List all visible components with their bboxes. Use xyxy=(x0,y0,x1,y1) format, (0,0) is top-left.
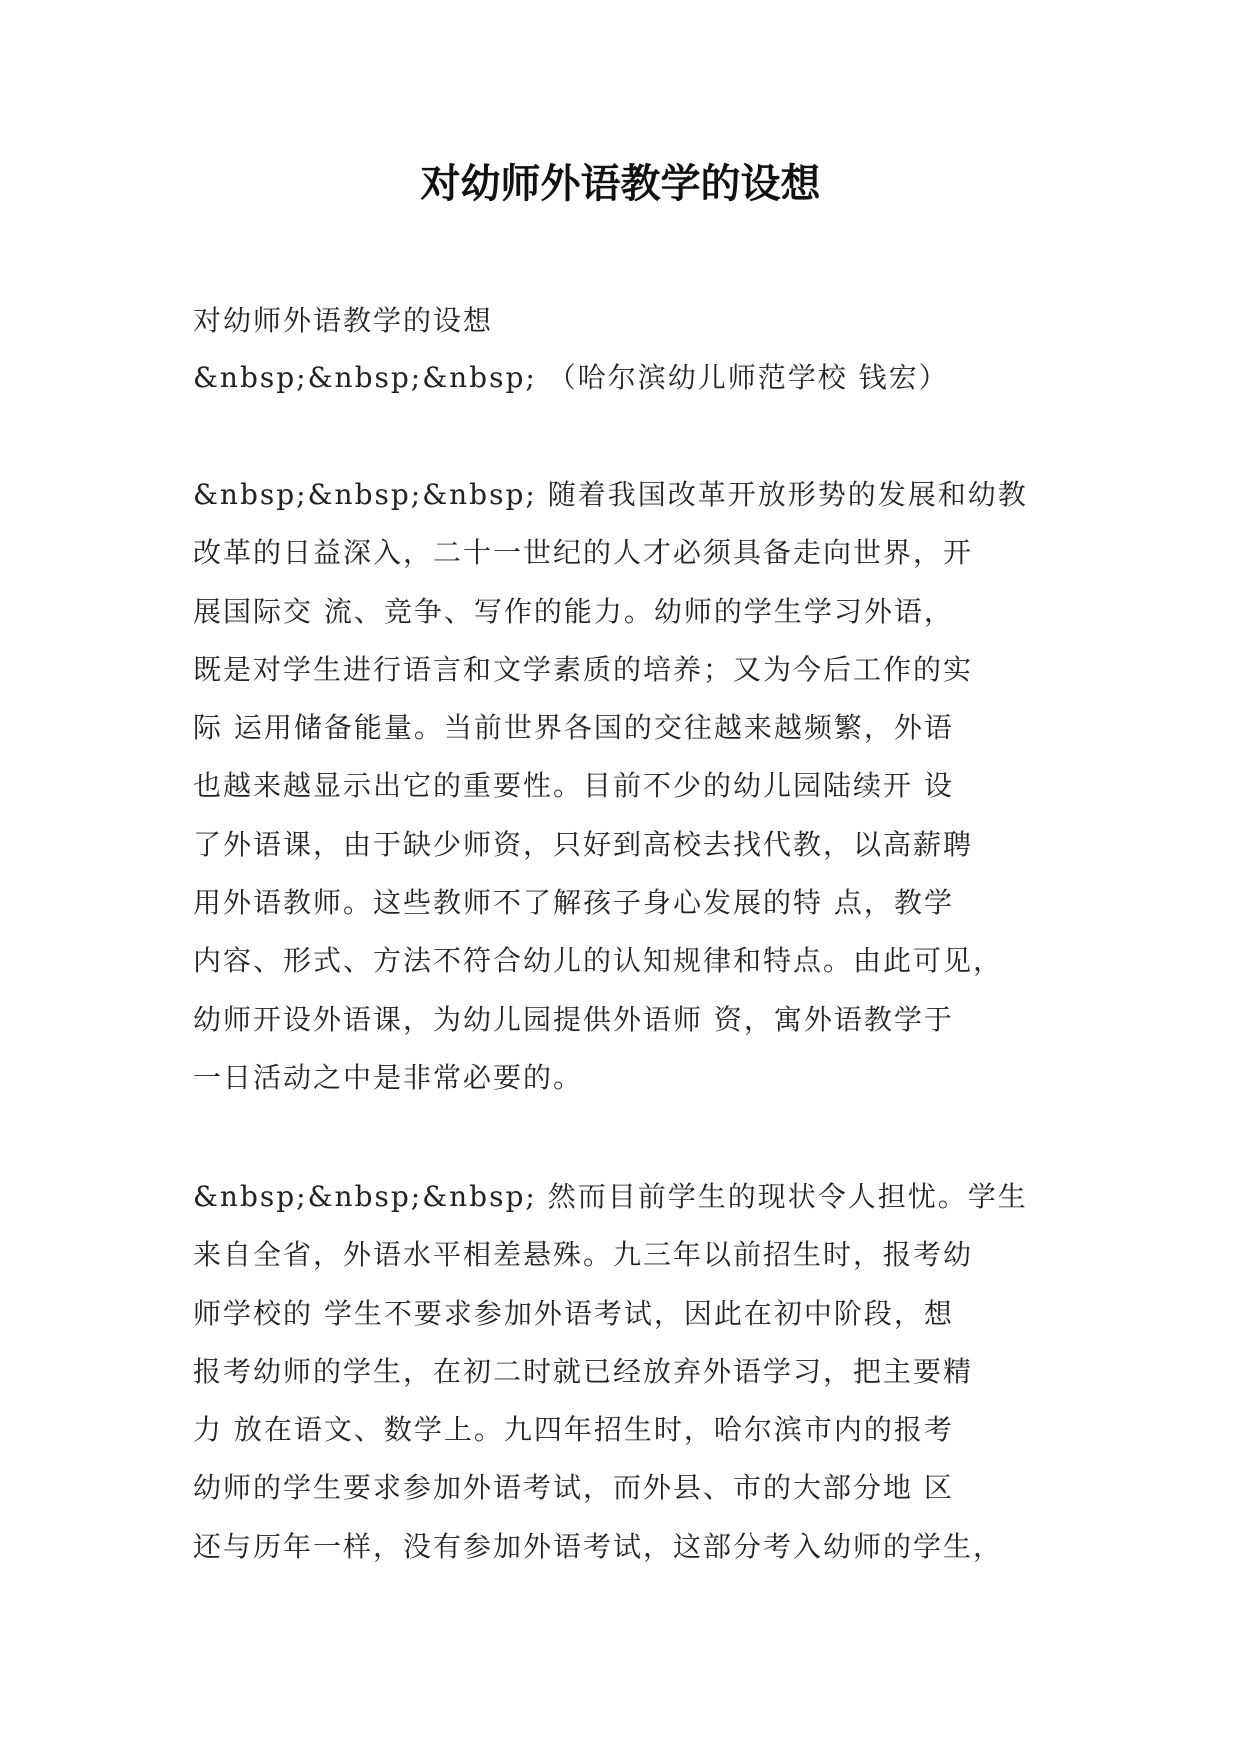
paragraph-line: &nbsp;&nbsp;&nbsp; 随着我国改革开放形势的发展和幼教 xyxy=(193,478,1028,511)
paragraph-line: 了外语课，由于缺少师资，只好到高校去找代教，以高薪聘 xyxy=(193,827,974,861)
paragraph-line: 展国际交 流、竞争、写作的能力。幼师的学生学习外语， xyxy=(193,594,954,628)
paragraph-line: 来自全省，外语水平相差悬殊。九三年以前招生时，报考幼 xyxy=(193,1238,974,1272)
paragraph-line: &nbsp;&nbsp;&nbsp; 然而目前学生的现状令人担忧。学生 xyxy=(193,1180,1028,1213)
paragraph-line: 力 放在语文、数学上。九四年招生时，哈尔滨市内的报考 xyxy=(193,1413,954,1447)
paragraph-1 xyxy=(193,466,1073,1107)
paragraph-line: 报考幼师的学生，在初二时就已经放弃外语学习，把主要精 xyxy=(193,1354,974,1388)
paragraph-line: 一日活动之中是非常必要的。 xyxy=(193,1060,584,1094)
paragraph-line: 既是对学生进行语言和文学素质的培养；又为今后工作的实 xyxy=(193,652,974,686)
paragraph-line: 用外语教师。这些教师不了解孩子身心发展的特 点，教学 xyxy=(193,886,954,920)
page-title: 对幼师外语教学的设想 xyxy=(420,161,821,207)
paragraph-line: 还与历年一样，没有参加外语考试，这部分考入幼师的学生， xyxy=(193,1529,1004,1563)
paragraph-line: 际 运用储备能量。当前世界各国的交往越来越频繁，外语 xyxy=(193,711,954,745)
paragraph-2 xyxy=(193,1168,1073,1576)
paragraph-line: 改革的日益深入，二十一世纪的人才必须具备走向世界，开 xyxy=(193,536,974,570)
paragraph-line: 也越来越显示出它的重要性。目前不少的幼儿园陆续开 设 xyxy=(193,769,954,803)
paragraph-line: 幼师的学生要求参加外语考试，而外县、市的大部分地 区 xyxy=(193,1471,954,1505)
author-byline: &nbsp;&nbsp;&nbsp; （哈尔滨幼儿师范学校 钱宏） xyxy=(193,361,949,394)
paragraph-line: 内容、形式、方法不符合幼儿的认知规律和特点。由此可见， xyxy=(193,944,1004,978)
paragraph-line: 师学校的 学生不要求参加外语考试，因此在初中阶段，想 xyxy=(193,1296,954,1330)
article-subtitle: 对幼师外语教学的设想 xyxy=(193,304,494,337)
paragraph-line: 幼师开设外语课，为幼儿园提供外语师 资，寓外语教学于 xyxy=(193,1002,954,1036)
